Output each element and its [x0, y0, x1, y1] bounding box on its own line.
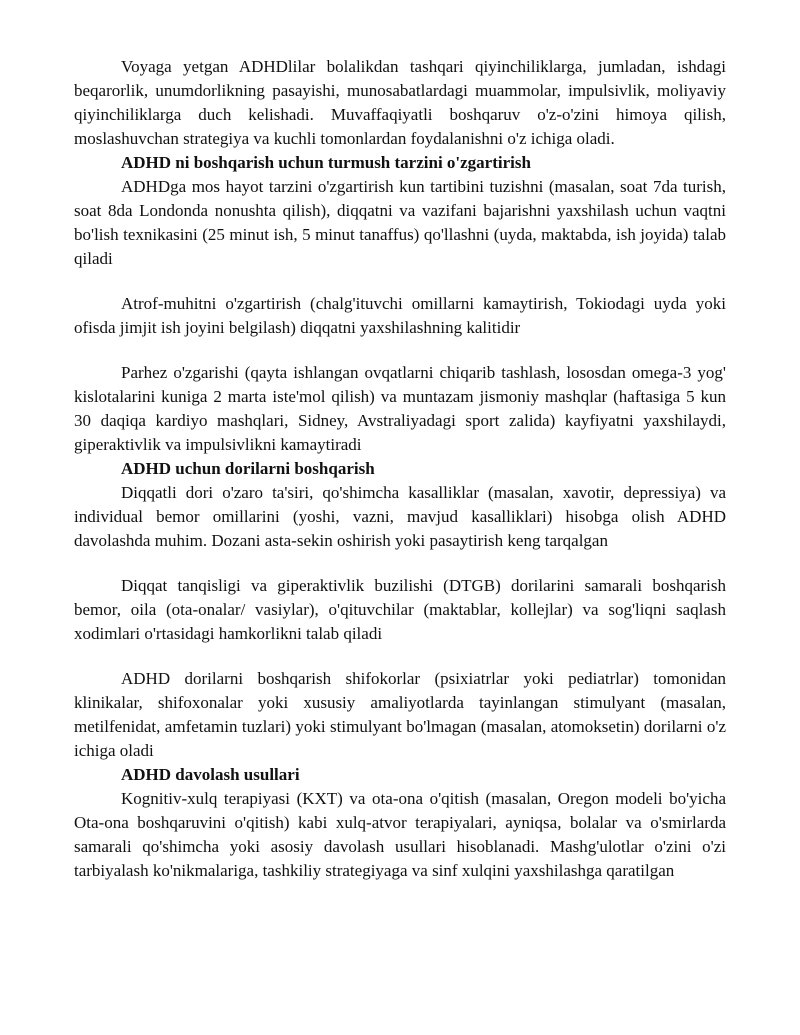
section-heading-treatment: ADHD davolash usullari: [121, 765, 300, 784]
paragraph-medication-1: Diqqatli dori o'zaro ta'siri, qo'shimcha kasalliklar (masalan, xavotir, depressiya) va individual bemor omillarini (yoshi, vazni, mavjud kasalliklari) hisobga olish ADHD davolashda muhim. Dozani asta-sekin oshirish yoki pasaytirish keng tarqalgan: [74, 483, 726, 550]
paragraph-lifestyle-2: Atrof-muhitni o'zgartirish (chalg'ituvchi omillarni kamaytirish, Tokiodagi uyda yoki ofisda jimjit ish joyini belgilash) diqqatni yaxshilashning kalitidir: [74, 294, 726, 337]
paragraph-medication-3: ADHD dorilarni boshqarish shifokorlar (psixiatrlar yoki pediatrlar) tomonidan klinikalar, shifoxonalar yoki xususiy amaliyotlarda tayinlangan stimulyant (masalan, metilfenidat, amfetamin tuzlari) yoki stimulyant bo'lmagan (masalan, atomoksetin) dorilarni o'z ichiga oladi: [74, 669, 726, 760]
paragraph-lifestyle-3: Parhez o'zgarishi (qayta ishlangan ovqatlarni chiqarib tashlash, lososdan omega-3 yog' kislotalarini kuniga 2 marta iste'mol qilish) va muntazam jismoniy mashqlar (haftasiga 5 kun 30 daqiqa kardiyo mashqlari, Sidney, Avstraliyadagi sport zalida) kayfiyatni yaxshilaydi, giperaktivlik va impulsivlikni kamaytiradi: [74, 363, 726, 454]
document-page: [74, 55, 726, 883]
section-heading-medication: ADHD uchun dorilarni boshqarish: [121, 459, 375, 478]
section-heading-lifestyle: ADHD ni boshqarish uchun turmush tarzini o'zgartirish: [121, 153, 531, 172]
paragraph-lifestyle-1: ADHDga mos hayot tarzini o'zgartirish kun tartibini tuzishni (masalan, soat 7da turish, soat 8da Londonda nonushta qilish), diqqatni va vazifani bajarishni yaxshilash uchun vaqtni bo'lish texnikasini (25 minut ish, 5 minut tanaffus) qo'llashni (uyda, maktabda, ish joyida) talab qiladi: [74, 177, 726, 268]
paragraph-treatment-1: Kognitiv-xulq terapiyasi (KXT) va ota-ona o'qitish (masalan, Oregon modeli bo'yicha Ota-ona boshqaruvini o'qitish) kabi xulq-atvor terapiyalari, ayniqsa, bolalar va o'smirlarda samarali qo'shimcha yoki asosiy davolash usullari hisoblanadi. Mashg'ulotlar o'zini o'zi tarbiyalash ko'nikmalariga, tashkiliy strategiyaga va sinf xulqini yaxshilashga qaratilgan: [74, 789, 726, 880]
paragraph-medication-2: Diqqat tanqisligi va giperaktivlik buzilishi (DTGB) dorilarini samarali boshqarish bemor, oila (ota-onalar/ vasiylar), o'qituvchilar (maktablar, kollejlar) va sog'liqni saqlash xodimlari o'rtasidagi hamkorlikni talab qiladi: [74, 576, 726, 643]
intro-paragraph: Voyaga yetgan ADHDlilar bolalikdan tashqari qiyinchiliklarga, jumladan, ishdagi beqarorlik, unumdorlikning pasayishi, munosabatlardagi muammolar, impulsivlik, moliyaviy qiyinchiliklarga duch kelishadi. Muvaffaqiyatli boshqaruv o'z-o'zini himoya qilish, moslashuvchan strategiya va kuchli tomonlardan foydalanishni o'z ichiga oladi.: [74, 57, 726, 148]
